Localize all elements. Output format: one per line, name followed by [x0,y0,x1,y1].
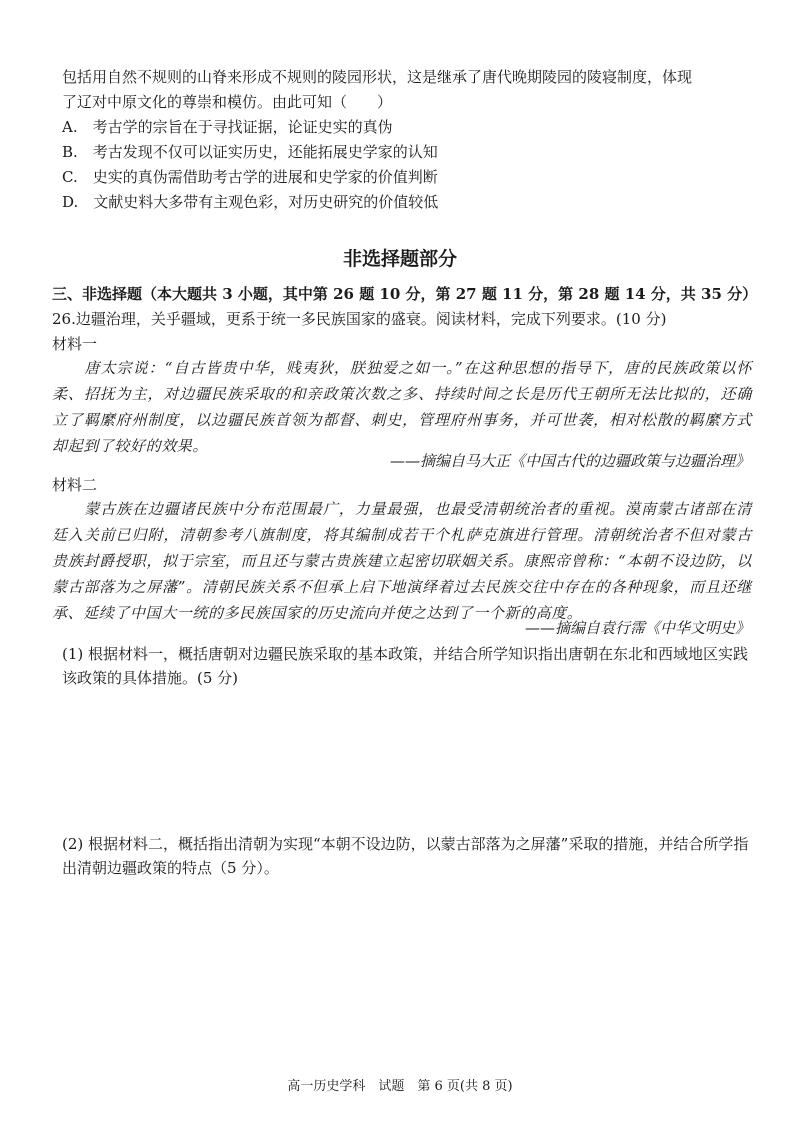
material-1-text [52,355,752,459]
option-d: D. 文献史料大多带有主观色彩，对历史研究的价值较低 [62,193,439,211]
sub-question-1: (1) 根据材料一，概括唐朝对边疆民族采取的基本政策，并结合所学知识指出唐朝在东北和西域地区实践该政策的具体措施。(5 分) [62,645,749,687]
material-2-label: 材料二 [52,476,98,494]
material-2-text [52,496,752,626]
material-2-source: ——摘编自袁行霈《中华文明史》 [524,619,750,637]
question-26-intro: 26.边疆治理，关乎疆域，更系于统一多民族国家的盛衰。阅读材料，完成下列要求。(10 分) [52,310,667,328]
sub-question-2: (2) 根据材料二，概括指出清朝为实现“本朝不设边防，以蒙古部落为之屏藩”采取的措施，并结合所学指出清朝边疆政策的特点（5 分）。 [62,835,749,877]
material-1-body: 唐太宗说：“自古皆贵中华，贱夷狄，朕独爱之如一。”在这种思想的指导下，唐的民族政策以怀柔、招抚为主，对边疆民族采取的和亲政策次数之多、持续时间之长是历代王朝所无法比拟的，还确立了羁縻府州制度，以边疆民族首领为都督、刺史，管理府州事务，并可世袭，相对松散的羁縻方式却起到了较好的效果。 [52,359,752,455]
option-b: B. 考古发现不仅可以证实历史，还能拓展史学家的认知 [62,143,438,161]
material-1-label: 材料一 [52,335,98,353]
section-title: 非选择题部分 [342,248,457,270]
part-heading: 三、非选择题（本大题共 3 小题，其中第 26 题 10 分，第 27 题 11 分，第 28 题 14 分，共 35 分） [52,285,758,303]
intro-line-2: 了辽对中原文化的尊崇和模仿。由此可知（ ） [62,93,393,111]
material-1-source: ——摘编自马大正《中国古代的边疆政策与边疆治理》 [389,452,750,470]
page-footer: 高一历史学科 试题 第 6 页(共 8 页) [287,1079,513,1094]
intro-line-1: 包括用自然不规则的山脊来形成不规则的陵园形状，这是继承了唐代晚期陵园的陵寝制度，体现 [62,68,693,86]
option-c: C. 史实的真伪需借助考古学的进展和史学家的价值判断 [62,168,438,186]
option-a: A. 考古学的宗旨在于寻找证据，论证史实的真伪 [62,118,393,136]
material-2-body: 蒙古族在边疆诸民族中分布范围最广，力量最强，也最受清朝统治者的重视。漠南蒙古诸部在清廷入关前已归附，清朝参考八旗制度，将其编制成若干个札萨克旗进行管理。清朝统治者不但对蒙古贵族封爵授职，拟于宗室，而且还与蒙古贵族建立起密切联姻关系。康熙帝曾称：“本朝不设边防，以蒙古部落为之屏藩”。清朝民族关系不但承上启下地演绎着过去民族交往中存在的各种现象，而且还继承、延续了中国大一统的多民族国家的历史流向并使之达到了一个新的高度。 [52,500,752,622]
